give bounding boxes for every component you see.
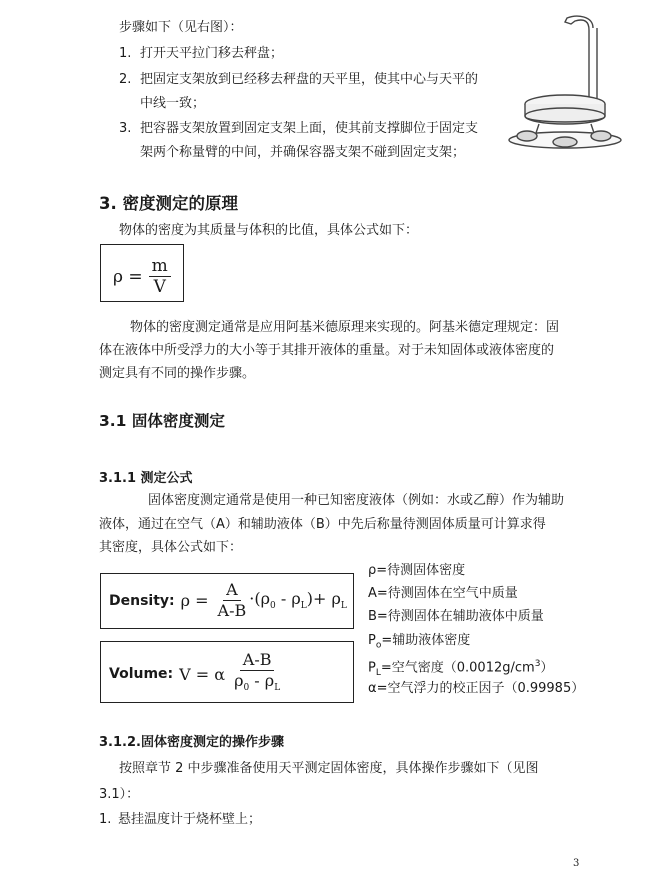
formula-denominator: $\rho_0 - \rho_L$ xyxy=(234,671,281,694)
section-heading: 3.1 固体密度测定 xyxy=(99,412,225,430)
legend-item: $P_L=$空气密度$(0.0012g/cm^3)$ xyxy=(368,659,554,678)
legend-item: α=空气浮力的校正因子（0.99985） xyxy=(368,681,585,696)
paragraph-line: 物体的密度测定通常是应用阿基米德原理来实现的。阿基米德定理规定：固 xyxy=(130,320,560,335)
step-text: 把固定支架放到已经移去秤盘的天平里，使其中心与天平的 xyxy=(140,72,479,87)
legend-item: A=待测固体在空气中质量 xyxy=(368,586,518,601)
step-text: 悬挂温度计于烧杯壁上； xyxy=(118,812,262,827)
step-text: 打开天平拉门移去秤盘； xyxy=(140,46,284,61)
formula-lhs: ρ = xyxy=(113,266,143,287)
solid-density-formula xyxy=(109,580,347,621)
formula-rest: $\cdot(\rho_0 - \rho_L)+ \rho_L$ xyxy=(249,589,347,612)
density-formula xyxy=(113,256,171,297)
section-intro: 物体的密度为其质量与体积的比值，具体公式如下： xyxy=(119,223,419,238)
paragraph-line: 液体，通过在空气（A）和辅助液体（B）中先后称量待测固体质量可计算求得 xyxy=(99,517,546,532)
step-text: 把容器支架放置到固定支架上面，使其前支撑脚位于固定支 xyxy=(140,121,479,136)
formula-denominator: V xyxy=(153,277,166,297)
paragraph-line: 体在液体中所受浮力的大小等于其排开液体的重量。对于未知固体或液体密度的 xyxy=(99,343,555,358)
page-number: 3 xyxy=(573,858,580,869)
volume-formula-box xyxy=(100,641,354,703)
paragraph-line: 3.1）： xyxy=(99,787,140,802)
formula-label: Volume: xyxy=(109,666,174,683)
step-number: 2. xyxy=(119,72,132,87)
step-text-cont: 中线一致； xyxy=(140,96,206,111)
volume-formula xyxy=(109,650,283,698)
legend-item: B=待测固体在辅助液体中质量 xyxy=(368,609,544,624)
step-number: 1. xyxy=(99,812,112,827)
step-number: 1. xyxy=(119,46,132,61)
formula-label: Density: xyxy=(109,592,175,609)
formula-numerator: A-B xyxy=(240,650,275,671)
formula-lhs: V = α xyxy=(179,664,226,684)
section-heading: 3. 密度测定的原理 xyxy=(99,194,238,213)
density-formula-box xyxy=(100,244,184,302)
formula-lhs: ρ = xyxy=(180,591,209,610)
paragraph-line: 其密度，具体公式如下： xyxy=(99,540,243,555)
solid-density-formula-box xyxy=(100,573,354,629)
steps-intro: 步骤如下（见右图）： xyxy=(119,20,243,35)
step-number: 3. xyxy=(119,121,132,136)
paragraph-line: 固体密度测定通常是使用一种已知密度液体（例如：水或乙醇）作为辅助 xyxy=(148,493,565,508)
step-text-cont: 架两个称量臂的中间，并确保容器支架不碰到固定支架； xyxy=(140,145,466,160)
paragraph-line: 测定具有不同的操作步骤。 xyxy=(99,366,256,381)
legend-item: $P_o=$辅助液体密度 xyxy=(368,633,471,651)
formula-numerator: A xyxy=(223,580,241,601)
formula-numerator: m xyxy=(149,256,171,277)
paragraph-line: 按照章节 2 中步骤准备使用天平测定固体密度，具体操作步骤如下（见图 xyxy=(119,761,539,776)
subsection-heading: 3.1.1 测定公式 xyxy=(99,471,193,486)
subsection-heading: 3.1.2.固体密度测定的操作步骤 xyxy=(99,735,284,750)
formula-denominator: A-B xyxy=(217,601,247,620)
legend-item: ρ=待测固体密度 xyxy=(368,563,466,578)
density-kit-illustration xyxy=(505,8,625,158)
